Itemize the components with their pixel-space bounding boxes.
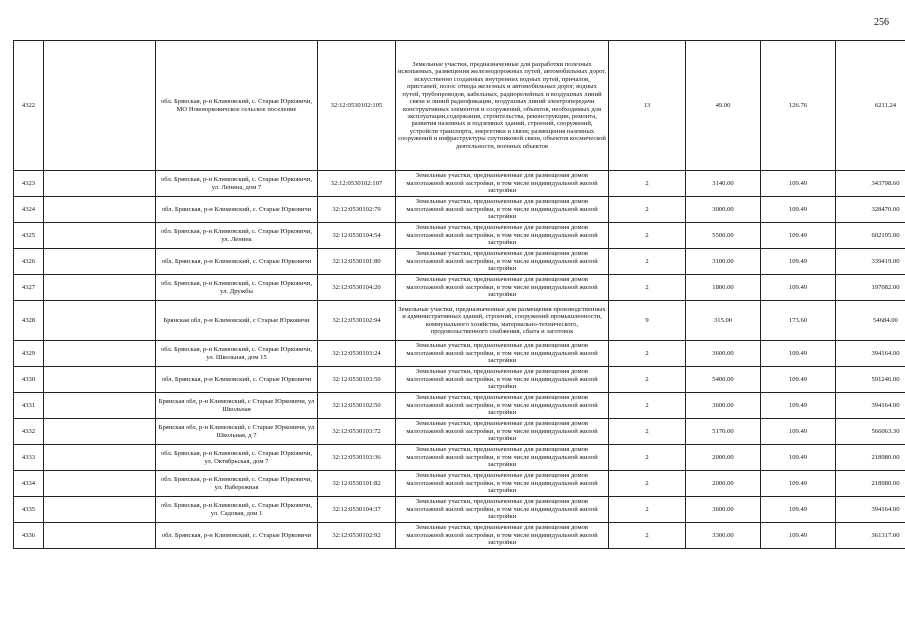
table-row — [14, 223, 905, 249]
page-number: 256 — [874, 17, 889, 28]
address-cell: обл. Брянская, р-н Климовский, с. Старые Юрковичи — [156, 249, 318, 275]
specific-value-cell: 109.49 — [761, 471, 836, 497]
address-cell: обл. Брянская, р-н Климовский, с. Старые Юрковичи, ул. Ленина — [156, 223, 318, 249]
area-cell: 3600.00 — [686, 341, 761, 367]
cadastral-number-cell: 32:12:0530102:107 — [318, 171, 396, 197]
table-row — [14, 41, 905, 171]
row-number-cell: 4324 — [14, 197, 44, 223]
empty-cell — [44, 419, 156, 445]
row-number-cell: 4334 — [14, 471, 44, 497]
land-use-cell: Земельные участки, предназначенные для размещения домов малоэтажной жилой застройки, в том числе индивидуальной жилой застройки — [396, 275, 609, 301]
cadastral-value-cell: 566063.30 — [836, 419, 905, 445]
address-cell: обл. Брянская, р-н Климовский, с. Старые Юрковичи, МО Новоюрковичское сельское поселение — [156, 41, 318, 171]
address-cell: Брянская обл, р-н Климовский, с Старые Юрковичи, ул Школьная, д 7 — [156, 419, 318, 445]
land-use-cell: Земельные участки, предназначенные для размещения домов малоэтажной жилой застройки, в том числе индивидуальной жилой застройки — [396, 523, 609, 549]
empty-cell — [44, 445, 156, 471]
cadastral-value-cell: 343798.60 — [836, 171, 905, 197]
address-cell: обл. Брянская, р-н Климовский, с. Старые Юрковичи — [156, 197, 318, 223]
address-cell: обл. Брянская, р-н Климовский, с. Старые Юрковичи, ул. Октябрьская, дом 7 — [156, 445, 318, 471]
area-cell: 315.00 — [686, 301, 761, 341]
table-row — [14, 471, 905, 497]
cadastral-value-cell: 218980.00 — [836, 445, 905, 471]
area-cell: 5170.00 — [686, 419, 761, 445]
row-number-cell: 4325 — [14, 223, 44, 249]
use-group-cell: 2 — [609, 197, 686, 223]
use-group-cell: 2 — [609, 419, 686, 445]
specific-value-cell: 109.49 — [761, 419, 836, 445]
area-cell: 5500.00 — [686, 223, 761, 249]
row-number-cell: 4331 — [14, 393, 44, 419]
land-use-cell: Земельные участки, предназначенные для размещения домов малоэтажной жилой застройки, в том числе индивидуальной жилой застройки — [396, 367, 609, 393]
row-number-cell: 4335 — [14, 497, 44, 523]
row-number-cell: 4323 — [14, 171, 44, 197]
row-number-cell: 4332 — [14, 419, 44, 445]
area-cell: 2000.00 — [686, 471, 761, 497]
cadastral-number-cell: 32:12:0530103:36 — [318, 445, 396, 471]
address-cell: обл. Брянская, р-н Климовский, с. Старые Юрковичи — [156, 367, 318, 393]
table-row — [14, 523, 905, 549]
cadastral-value-cell: 394164.00 — [836, 497, 905, 523]
table-row — [14, 419, 905, 445]
cadastral-value-cell: 6211.24 — [836, 41, 905, 171]
address-cell: Брянская обл, р-н Климовский, с Старые Юрковичи — [156, 301, 318, 341]
address-cell: обл. Брянская, р-н Климовский, с. Старые Юрковичи — [156, 523, 318, 549]
specific-value-cell: 173.60 — [761, 301, 836, 341]
area-cell: 3100.00 — [686, 249, 761, 275]
specific-value-cell: 126.76 — [761, 41, 836, 171]
table-row — [14, 249, 905, 275]
specific-value-cell: 109.49 — [761, 197, 836, 223]
row-number-cell: 4333 — [14, 445, 44, 471]
row-number-cell: 4328 — [14, 301, 44, 341]
cadastral-number-cell: 32:12:0530102:92 — [318, 523, 396, 549]
use-group-cell: 2 — [609, 341, 686, 367]
land-use-cell: Земельные участки, предназначенные для размещения домов малоэтажной жилой застройки, в том числе индивидуальной жилой застройки — [396, 497, 609, 523]
table-body — [14, 41, 905, 549]
table-row — [14, 367, 905, 393]
cadastral-number-cell: 32:12:0530102:50 — [318, 393, 396, 419]
use-group-cell: 2 — [609, 497, 686, 523]
empty-cell — [44, 275, 156, 301]
specific-value-cell: 109.49 — [761, 249, 836, 275]
specific-value-cell: 109.49 — [761, 275, 836, 301]
land-use-cell: Земельные участки, предназначенные для размещения домов малоэтажной жилой застройки, в том числе индивидуальной жилой застройки — [396, 341, 609, 367]
address-cell: обл. Брянская, р-н Климовский, с. Старые Юрковичи, ул. Дружбы — [156, 275, 318, 301]
table-row — [14, 497, 905, 523]
specific-value-cell: 109.49 — [761, 523, 836, 549]
address-cell: обл. Брянская, р-н Климовский, с. Старые Юрковичи, ул. Школьная, дом 15 — [156, 341, 318, 367]
land-use-cell: Земельные участки, предназначенные для разработки полезных ископаемых, размещения железнодорожных путей, автомобильных дорог, искусственно созданных внутренних водных путей, причалов, пристаней, полос отвода железных и автомобильных дорог, водных путей, трубопроводов, кабельных, радиорелейных и воздушных линий связи и линий радиофикации, воздушных линий электропередачи конструктивных элементов и сооружений, объектов, необходимых для эксплуатации,содержания, строительства, реконструкции, ремонта, развития наземных и подземных зданий, строений, сооружений, устройств транспорта, энергетики и связи; размещения наземных сооружений и инфраструктуры спутниковой связи, объектов космической деятельности, военных объектов — [396, 41, 609, 171]
land-use-cell: Земельные участки, предназначенные для размещения домов малоэтажной жилой застройки, в том числе индивидуальной жилой застройки — [396, 223, 609, 249]
specific-value-cell: 109.49 — [761, 367, 836, 393]
cadastral-number-cell: 32:12:0530103:72 — [318, 419, 396, 445]
cadastral-number-cell: 32:12:0530103:24 — [318, 341, 396, 367]
use-group-cell: 2 — [609, 393, 686, 419]
cadastral-value-cell: 591246.00 — [836, 367, 905, 393]
row-number-cell: 4322 — [14, 41, 44, 171]
specific-value-cell: 109.49 — [761, 497, 836, 523]
land-use-cell: Земельные участки, предназначенные для размещения домов малоэтажной жилой застройки, в том числе индивидуальной жилой застройки — [396, 393, 609, 419]
use-group-cell: 2 — [609, 171, 686, 197]
area-cell: 49.00 — [686, 41, 761, 171]
specific-value-cell: 109.49 — [761, 393, 836, 419]
table-row — [14, 341, 905, 367]
cadastral-value-cell: 394164.00 — [836, 393, 905, 419]
land-use-cell: Земельные участки, предназначенные для размещения домов малоэтажной жилой застройки, в том числе индивидуальной жилой застройки — [396, 445, 609, 471]
empty-cell — [44, 223, 156, 249]
land-use-cell: Земельные участки, предназначенные для размещения домов малоэтажной жилой застройки, в том числе индивидуальной жилой застройки — [396, 197, 609, 223]
land-use-cell: Земельные участки, предназначенные для размещения домов малоэтажной жилой застройки, в том числе индивидуальной жилой застройки — [396, 171, 609, 197]
use-group-cell: 13 — [609, 41, 686, 171]
table-row — [14, 171, 905, 197]
use-group-cell: 2 — [609, 445, 686, 471]
cadastral-value-cell: 602195.00 — [836, 223, 905, 249]
cadastral-value-cell: 197082.00 — [836, 275, 905, 301]
address-cell: обл. Брянская, р-н Климовский, с. Старые Юрковичи, ул. Набережная — [156, 471, 318, 497]
empty-cell — [44, 249, 156, 275]
table-row — [14, 197, 905, 223]
table-row — [14, 301, 905, 341]
empty-cell — [44, 301, 156, 341]
cadastral-number-cell: 32:12:0530101:80 — [318, 249, 396, 275]
area-cell: 3000.00 — [686, 197, 761, 223]
area-cell: 3600.00 — [686, 393, 761, 419]
cadastral-value-cell: 339419.00 — [836, 249, 905, 275]
cadastral-number-cell: 32:12:0530104:54 — [318, 223, 396, 249]
cadastral-value-cell: 54684.00 — [836, 301, 905, 341]
cadastral-number-cell: 32:12:0530103:50 — [318, 367, 396, 393]
cadastral-number-cell: 32:12:0530102:105 — [318, 41, 396, 171]
cadastral-value-cell: 328470.00 — [836, 197, 905, 223]
empty-cell — [44, 341, 156, 367]
use-group-cell: 2 — [609, 249, 686, 275]
area-cell: 3140.00 — [686, 171, 761, 197]
row-number-cell: 4327 — [14, 275, 44, 301]
row-number-cell: 4326 — [14, 249, 44, 275]
use-group-cell: 9 — [609, 301, 686, 341]
cadastral-value-cell: 218980.00 — [836, 471, 905, 497]
use-group-cell: 2 — [609, 275, 686, 301]
specific-value-cell: 109.49 — [761, 223, 836, 249]
row-number-cell: 4336 — [14, 523, 44, 549]
address-cell: Брянская обл, р-н Климовский, с Старые Юрковичи, ул Школьная — [156, 393, 318, 419]
area-cell: 3600.00 — [686, 497, 761, 523]
address-cell: обл. Брянская, р-н Климовский, с. Старые Юрковичи, ул. Ленина, дом 7 — [156, 171, 318, 197]
land-registry-table — [13, 40, 905, 549]
empty-cell — [44, 171, 156, 197]
cadastral-number-cell: 32:12:0530104:37 — [318, 497, 396, 523]
row-number-cell: 4330 — [14, 367, 44, 393]
land-use-cell: Земельные участки, предназначенные для размещения домов малоэтажной жилой застройки, в том числе индивидуальной жилой застройки — [396, 419, 609, 445]
use-group-cell: 2 — [609, 223, 686, 249]
empty-cell — [44, 523, 156, 549]
area-cell: 5400.00 — [686, 367, 761, 393]
area-cell: 1800.00 — [686, 275, 761, 301]
use-group-cell: 2 — [609, 471, 686, 497]
specific-value-cell: 109.49 — [761, 445, 836, 471]
land-use-cell: Земельные участки, предназначенные для размещения домов малоэтажной жилой застройки, в том числе индивидуальной жилой застройки — [396, 471, 609, 497]
cadastral-value-cell: 394164.00 — [836, 341, 905, 367]
cadastral-number-cell: 32:12:0530102:94 — [318, 301, 396, 341]
empty-cell — [44, 367, 156, 393]
land-use-cell: Земельные участки, предназначенные для размещения производственных и административных зданий, строений, сооружений промышленности, коммунального хозяйства, материально-технического, продовольственного снабжения, сбыта и заготовок — [396, 301, 609, 341]
empty-cell — [44, 393, 156, 419]
use-group-cell: 2 — [609, 523, 686, 549]
empty-cell — [44, 471, 156, 497]
row-number-cell: 4329 — [14, 341, 44, 367]
cadastral-number-cell: 32:12:0530102:79 — [318, 197, 396, 223]
empty-cell — [44, 197, 156, 223]
table-row — [14, 445, 905, 471]
table-row — [14, 275, 905, 301]
empty-cell — [44, 497, 156, 523]
empty-cell — [44, 41, 156, 171]
area-cell: 3300.00 — [686, 523, 761, 549]
cadastral-value-cell: 361317.00 — [836, 523, 905, 549]
specific-value-cell: 109.49 — [761, 341, 836, 367]
area-cell: 2000.00 — [686, 445, 761, 471]
use-group-cell: 2 — [609, 367, 686, 393]
cadastral-number-cell: 32:12:0530101:82 — [318, 471, 396, 497]
address-cell: обл. Брянская, р-н Климовский, с. Старые Юрковичи, ул. Садовая, дом 1 — [156, 497, 318, 523]
specific-value-cell: 109.49 — [761, 171, 836, 197]
table-row — [14, 393, 905, 419]
cadastral-number-cell: 32:12:0530104:20 — [318, 275, 396, 301]
land-use-cell: Земельные участки, предназначенные для размещения домов малоэтажной жилой застройки, в том числе индивидуальной жилой застройки — [396, 249, 609, 275]
